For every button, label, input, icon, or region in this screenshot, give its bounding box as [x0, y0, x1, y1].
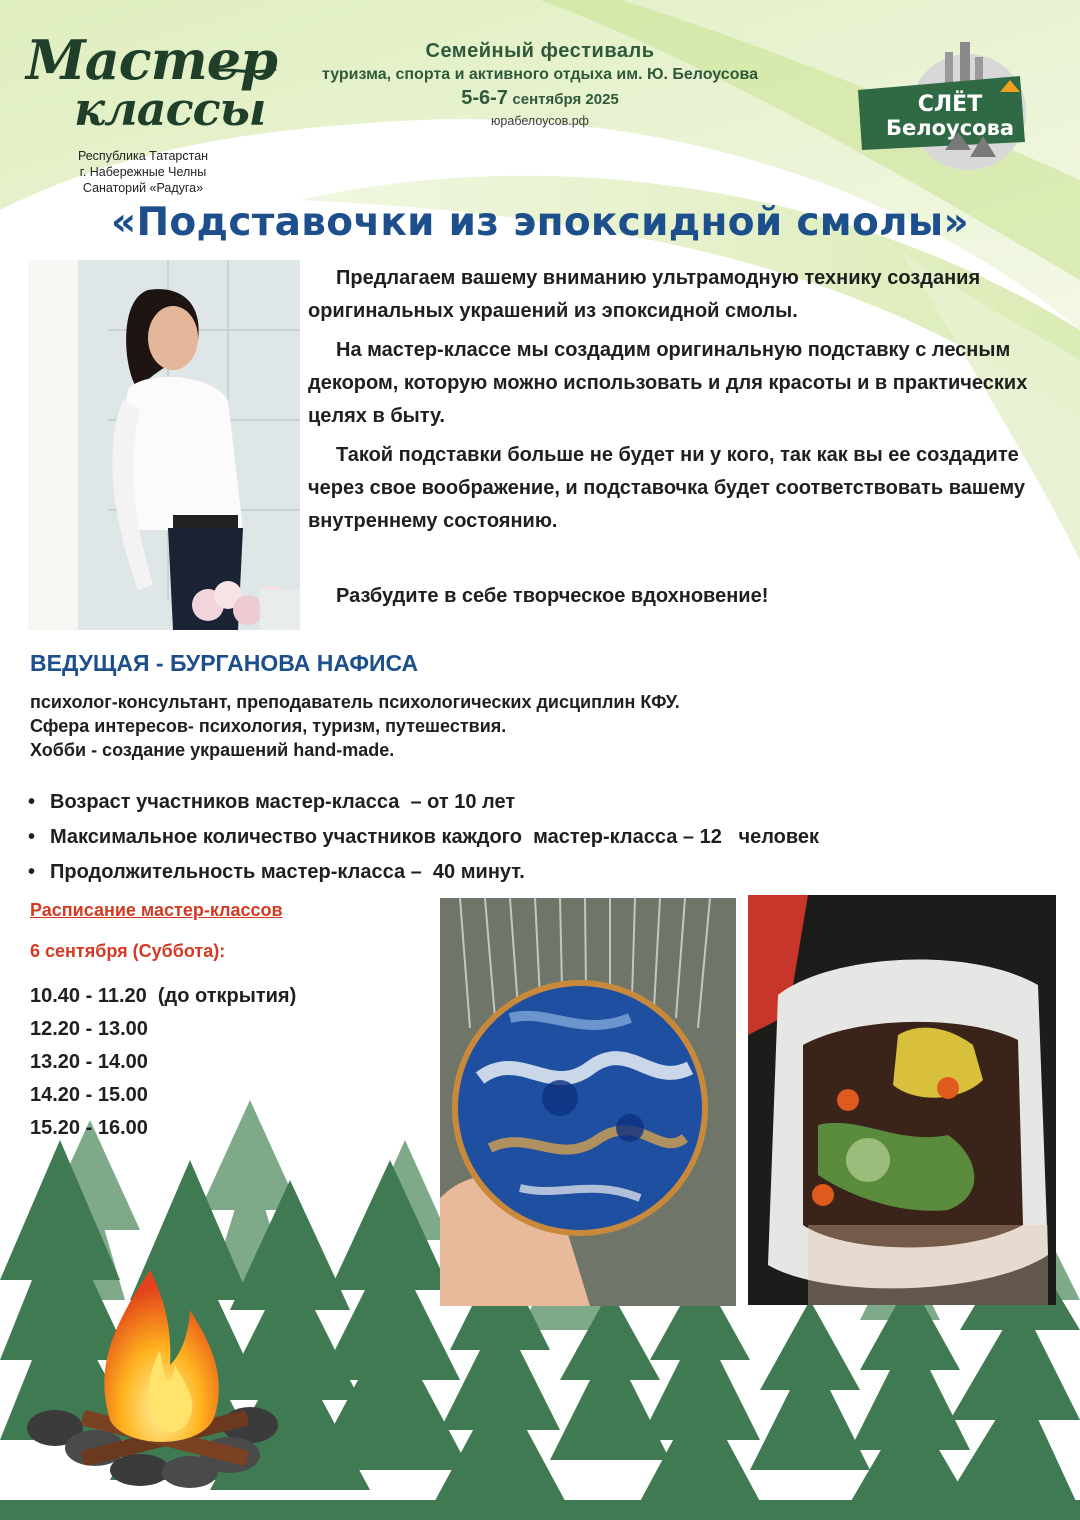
- logo-swash-icon: [208, 64, 278, 78]
- region-line: г. Набережные Челны: [79, 165, 207, 179]
- schedule-slot: 14.20 - 15.00: [30, 1084, 148, 1106]
- list-item: [28, 855, 1048, 890]
- list-item: [28, 820, 1048, 855]
- schedule-slot: 13.20 - 14.00: [30, 1051, 148, 1073]
- page-title: «Подставочки из эпоксидной смолы»: [111, 200, 969, 245]
- schedule-title: Расписание мастер-классов: [30, 900, 283, 920]
- bullet-icon: •: [28, 861, 36, 883]
- region-line: Санаторий «Радуга»: [82, 181, 204, 195]
- badge-line1: СЛЁТ: [917, 92, 983, 117]
- festival-url: юрабелоусов.рф: [491, 114, 589, 128]
- slet-belousova-badge: [850, 32, 1030, 182]
- host-heading: ВЕДУЩАЯ - БУРГАНОВА НАФИСА: [30, 650, 419, 676]
- festival-header: [270, 40, 810, 128]
- list-item: [28, 785, 1048, 820]
- logo-line2: классы: [74, 82, 266, 136]
- intro-paragraph: Такой подставки больше не будет ни у кого, так как вы ее создадите через свое воображение, и подставочка будет соответствовать вашему внутреннему состоянию.: [308, 444, 1026, 532]
- fact-text: Продолжительность мастер-класса – 40 минут.: [50, 861, 525, 883]
- intro-paragraph: На мастер-классе мы создадим оригинальную подставку с лесным декором, которую можно использовать и для красоты и в практических целях в быту.: [308, 339, 1028, 427]
- fact-text: Максимальное количество участников каждого мастер-класса – 12 человек: [50, 826, 820, 848]
- schedule-day: 6 сентября (Суббота):: [30, 941, 226, 961]
- schedule-slot: 15.20 - 16.00: [30, 1117, 148, 1139]
- festival-dates: [270, 87, 810, 110]
- host-line: психолог-консультант, преподаватель психологических дисциплин КФУ.: [30, 692, 680, 712]
- schedule-slots: [30, 980, 296, 1145]
- region-line: Республика Татарстан: [77, 149, 209, 163]
- badge-text: [880, 94, 1020, 140]
- host-portrait-photo: [28, 260, 300, 630]
- logo-line1: Мастер: [26, 28, 277, 92]
- resin-coaster-photo: [440, 898, 736, 1306]
- schedule-slot: 10.40 - 11.20 (до открытия): [30, 985, 297, 1007]
- festival-subtitle: туризма, спорта и активного отдыха им. Ю. Белоусова: [321, 66, 758, 83]
- schedule-slot: 12.20 - 13.00: [30, 1018, 148, 1040]
- call-to-action: Разбудите в себе творческое вдохновение!: [336, 585, 769, 607]
- host-line: Сфера интересов- психология, туризм, путешествия.: [30, 716, 507, 736]
- badge-line2: Белоусова: [885, 116, 1015, 140]
- host-line: Хобби - создание украшений hand-made.: [30, 740, 395, 760]
- host-description: [30, 690, 910, 762]
- festival-title: Семейный фестиваль: [425, 40, 655, 62]
- bullet-icon: •: [28, 826, 36, 848]
- region-block: [58, 148, 228, 196]
- festival-month: сентября 2025: [512, 91, 619, 108]
- masterclass-logo: [18, 28, 278, 138]
- intro-paragraph: Предлагаем вашему вниманию ультрамодную технику создания оригинальных украшений из эпоксидной смолы.: [308, 267, 981, 322]
- intro-text: [308, 262, 1043, 544]
- bullet-icon: •: [28, 791, 36, 813]
- forest-coaster-photo: [748, 895, 1056, 1305]
- festival-days: 5-6-7: [461, 87, 508, 109]
- facts-list: [28, 785, 1048, 890]
- fact-text: Возраст участников мастер-класса – от 10 лет: [50, 791, 516, 813]
